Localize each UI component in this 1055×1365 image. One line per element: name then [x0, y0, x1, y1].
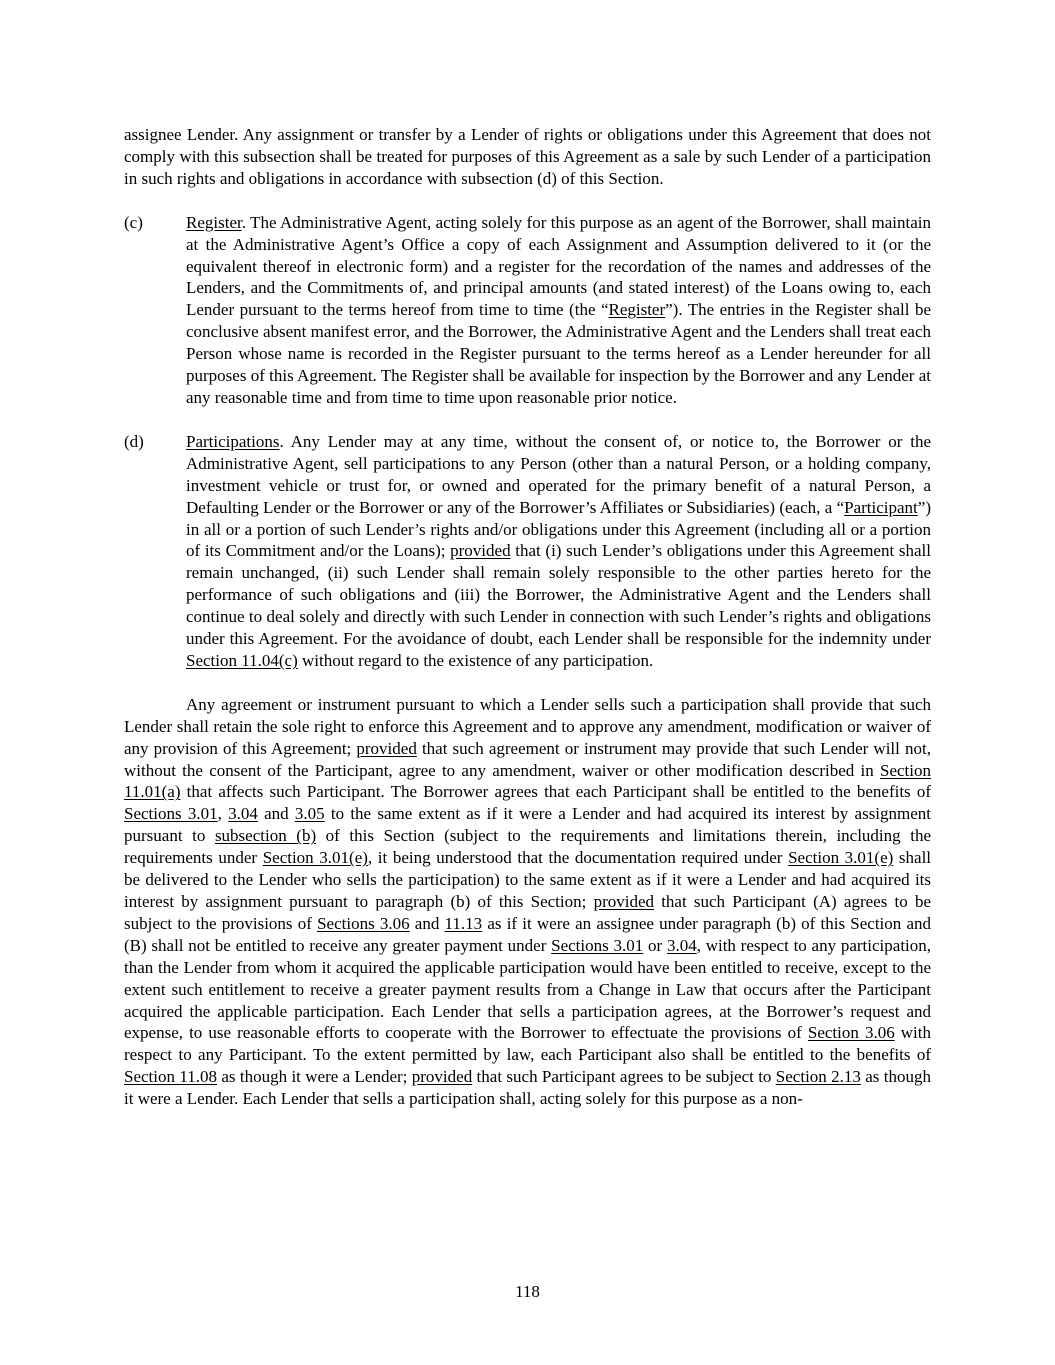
- section-d-paragraph: [62, 431, 931, 672]
- section-d-number: (d): [124, 431, 144, 451]
- body-u15: Section 11.08: [124, 1067, 217, 1087]
- body-t2: that such agreement or instrument may provide that such Lender will not, without the consent of the Participant, agree to any amendment, waiver or other modification described in: [124, 738, 931, 780]
- body-t6: to the same extent as if it were a Lender and had acquired its interest by assignment pursuant to: [124, 804, 932, 846]
- body-u11: 11.13: [444, 913, 483, 933]
- body-t5: and: [257, 804, 295, 824]
- body-u14: Section 3.06: [807, 1023, 895, 1043]
- participation-paragraph: [124, 694, 931, 1110]
- section-c-paragraph: [62, 212, 931, 409]
- body-t4: ,: [217, 804, 229, 824]
- body-u4: 3.04: [228, 804, 258, 824]
- section-c-text-1: . The Administrative Agent, acting solely for this purpose as an agent of the Borrower, shall maintain at the Administrative Agent’s Office a copy of each Assignment and Assumption delivered to it (or the equivalent thereof in electronic form) and a register for the recordation of the names and addresses of the Lenders, and the Commitments of, and principal amounts (and stated interest) of the Loans owing to, each Lender pursuant to the terms hereof from time to time (the “: [186, 212, 931, 320]
- body-t12: as if it were an assignee under paragraph (b) of this Section and (B) shall not be entitled to receive any greater payment under: [124, 913, 931, 955]
- body-u9: provided: [593, 892, 654, 911]
- body-t9: shall be delivered to the Lender who sells the participation) to the same extent as if it were a Lender and had acquired its interest by assignment pursuant to paragraph (b) of this Section;: [124, 848, 932, 911]
- section-d-heading: Participations: [186, 431, 280, 451]
- paragraph-top-text: assignee Lender. Any assignment or transfer by a Lender of rights or obligations under this Agreement that does not comply with this subsection shall be treated for purposes of this Agreement as a sale by such Lender of a participation in such rights and obligations in accordance with subsection (d) of this Section.: [124, 125, 931, 188]
- body-t13: or: [643, 935, 667, 955]
- section-d-ref-1: Section 11.04(c): [186, 650, 298, 670]
- section-c-heading: Register: [186, 212, 242, 232]
- body-t8: , it being understood that the documentation required under: [367, 848, 789, 868]
- body-u3: Sections 3.01: [124, 804, 218, 824]
- body-t10: that such Participant (A) agrees to be subject to the provisions of: [124, 892, 931, 933]
- body-u16: provided: [411, 1067, 473, 1087]
- body-t15: with respect to any Participant. To the extent permitted by law, each Participant also shall be entitled to the benefits of: [124, 1023, 932, 1065]
- body-t18: as though it were a Lender. Each Lender that sells a participation shall, acting solely for this purpose as a non-: [124, 1067, 932, 1109]
- body-t16: as though it were a Lender;: [216, 1067, 412, 1087]
- body-u13: 3.04: [666, 935, 697, 955]
- section-d-text-3: that (i) such Lender’s obligations under this Agreement shall remain unchanged, (ii) such Lender shall remain solely responsible to the other parties hereto for the performance of such obligations and (iii) the Borrower, the Administrative Agent and the Lenders shall continue to deal solely and directly with such Lender in connection with such Lender’s rights and obligations under this Agreement. For the avoidance of doubt, each Lender shall be responsible for the indemnity under: [186, 541, 931, 649]
- body-t14: , with respect to any participation, than the Lender from whom it acquired the applicable participation would have been entitled to receive, except to the extent such entitlement to receive a greater payment results from a Change in Law that occurs after the Participant acquired the applicable participation. Each Lender that sells a participation agrees, at the Borrower’s request and expense, to use reasonable efforts to cooperate with the Borrower to effectuate the provisions of: [124, 935, 932, 1043]
- body-u17: Section 2.13: [775, 1067, 861, 1087]
- body-u6: subsection (b): [214, 826, 317, 846]
- section-d-text-4: without regard to the existence of any participation.: [297, 650, 654, 670]
- section-d-text-2: ”) in all or a portion of such Lender’s rights and/or obligations under this Agreement (including all or a portion of its Commitment and/or the Loans);: [186, 497, 931, 561]
- body-t7: of this Section (subject to the requirements and limitations therein, including the requirements under: [124, 826, 931, 868]
- body-t3: that affects such Participant. The Borrower agrees that each Participant shall be entitled to the benefits of: [180, 782, 931, 802]
- body-u10: Sections 3.06: [317, 913, 410, 933]
- section-d-defined-term: Participant: [844, 497, 918, 517]
- body-u2: Section 11.01(a): [124, 760, 931, 802]
- body-t1: Any agreement or instrument pursuant to which a Lender sells such a participation shall provide that such Lender shall retain the sole right to enforce this Agreement and to approve any amendment, modification or waiver of any provision of this Agreement;: [124, 694, 931, 758]
- document-body: [124, 124, 931, 1110]
- body-u8: Section 3.01(e): [788, 848, 894, 868]
- section-c-text-2: ”). The entries in the Register shall be conclusive absent manifest error, and the Borrower, the Administrative Agent and the Lenders shall treat each Person whose name is recorded in the Register pursuant to the terms hereof as a Lender hereunder for all purposes of this Agreement. The Register shall be available for inspection by the Borrower and any Lender at any reasonable time and from time to time upon reasonable prior notice.: [186, 300, 931, 407]
- section-d-text-1: . Any Lender may at any time, without the consent of, or notice to, the Borrower or the Administrative Agent, sell participations to any Person (other than a natural Person, or a holding company, investment vehicle or trust for, or owned and operated for the primary benefit of a natural Person, a Defaulting Lender or the Borrower or any of the Borrower’s Affiliates or Subsidiaries) (each, a “: [186, 431, 931, 517]
- paragraph-top: [124, 124, 931, 190]
- section-d-provided: provided: [450, 541, 511, 561]
- body-t17: that such Participant agrees to be subject to: [472, 1067, 776, 1087]
- body-u5: 3.05: [294, 804, 325, 824]
- page-number: 118: [515, 1282, 540, 1301]
- section-c-number: (c): [124, 212, 143, 232]
- body-u7: Section 3.01(e): [262, 848, 368, 868]
- body-u12: Sections 3.01: [551, 935, 644, 955]
- body-t11: and: [409, 913, 445, 933]
- body-u1: provided: [356, 738, 417, 758]
- section-c-defined-term: Register: [608, 300, 666, 320]
